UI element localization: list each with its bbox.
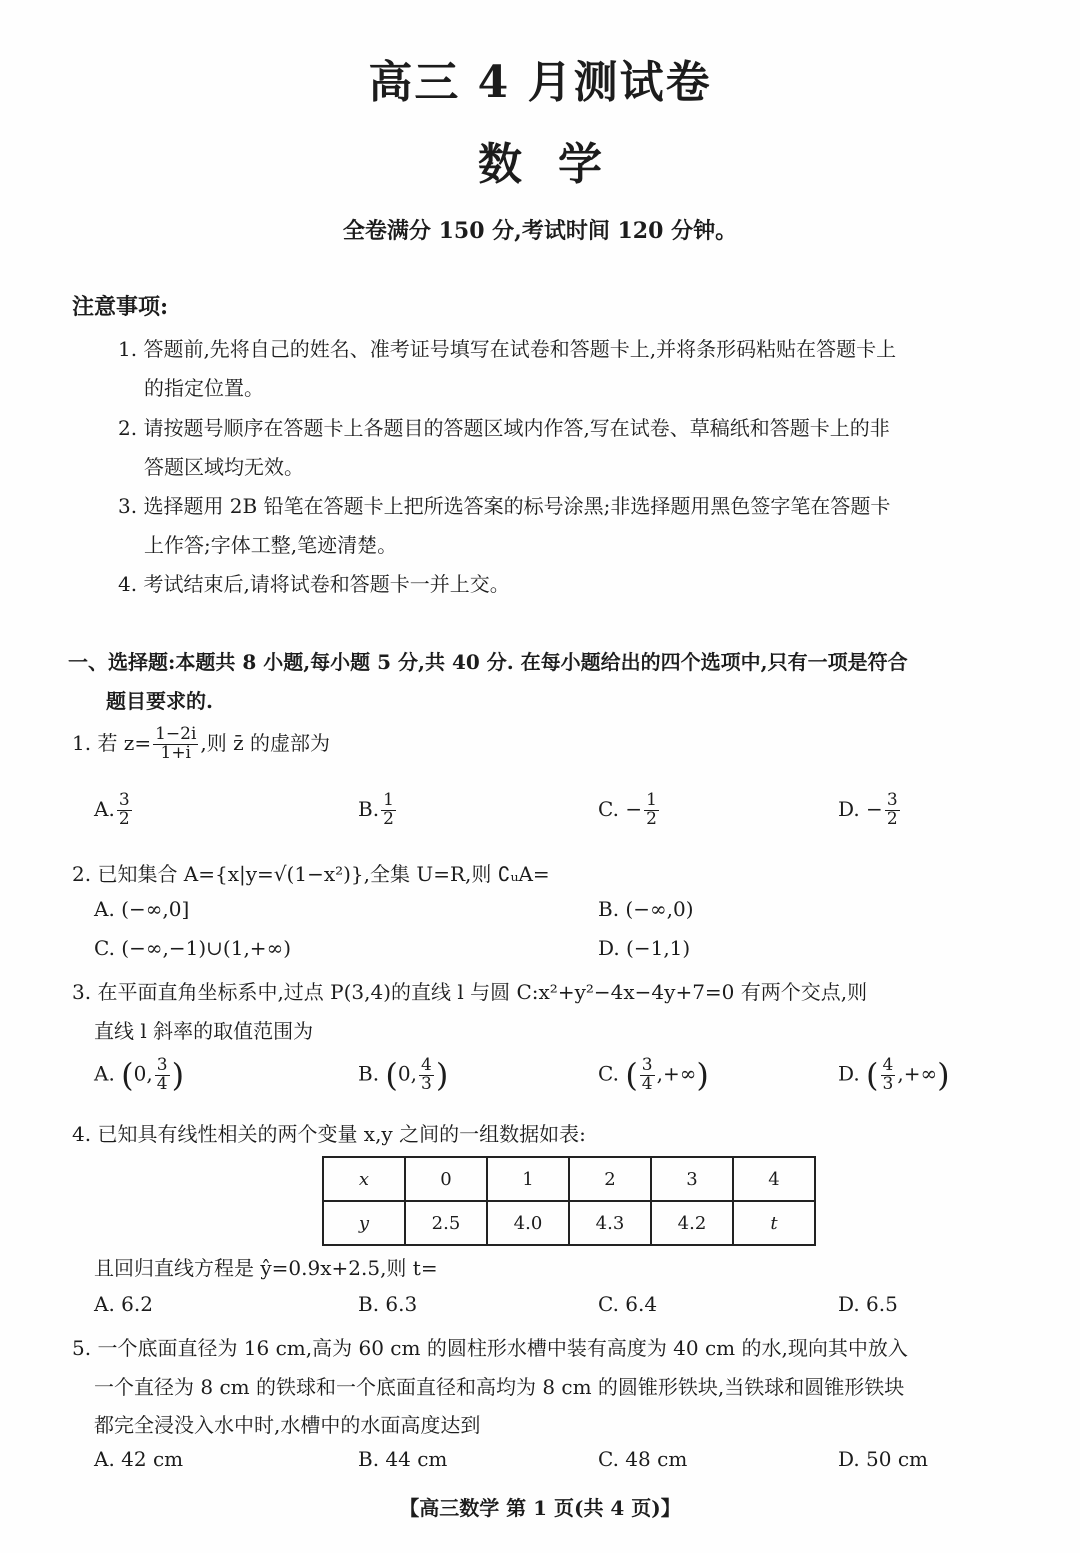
right-paren: ) <box>435 1056 449 1094</box>
notice-item-3-line-1: 3. 选择题用 2B 铅笔在答题卡上把所选答案的标号涂黑;非选择题用黑色签字笔在答题卡 <box>118 494 891 518</box>
right-paren: ) <box>696 1056 709 1094</box>
frac-den: 2 <box>646 808 657 829</box>
q1-option-label: C. <box>598 796 619 821</box>
q1-option-d[interactable] <box>838 792 902 829</box>
table-cell: 2.5 <box>405 1201 487 1245</box>
q4-option-b[interactable]: B. 6.3 <box>358 1292 418 1316</box>
frac-den: 4 <box>641 1073 653 1094</box>
page-footer: 【高三数学 第 1 页(共 4 页)】 <box>399 1496 681 1520</box>
q1-option-label: D. <box>838 796 860 821</box>
question-2-stem: 2. 已知集合 A={x|y=√(1−x²)},全集 U=R,则 ∁ᵤA= <box>72 862 550 886</box>
left-paren: ( <box>385 1056 398 1094</box>
q4-option-d[interactable]: D. 6.5 <box>838 1292 898 1316</box>
q3-option-b[interactable] <box>358 1056 448 1094</box>
q3-option-pre: 0, <box>133 1061 153 1086</box>
q1-option-sign: − <box>625 796 643 821</box>
q3-option-post: ,+∞ <box>897 1061 938 1086</box>
q3-option-a[interactable] <box>94 1056 184 1094</box>
q1-option-b[interactable] <box>358 792 398 829</box>
table-row <box>323 1157 815 1201</box>
exam-info: 全卷满分 150 分,考试时间 120 分钟。 <box>342 218 738 244</box>
frac-num: 1 <box>646 790 657 810</box>
frac-num: 3 <box>641 1054 653 1075</box>
notice-item-1-line-1: 1. 答题前,先将自己的姓名、准考证号填写在试卷和答题卡上,并将条形码粘贴在答题卡上 <box>118 337 897 361</box>
notice-item-1-line-2: 的指定位置。 <box>144 376 264 400</box>
notice-item-4: 4. 考试结束后,请将试卷和答题卡一并上交。 <box>118 572 510 596</box>
notice-item-3-line-2: 上作答;字体工整,笔迹清楚。 <box>144 533 398 557</box>
q1-option-c[interactable] <box>598 792 661 829</box>
q1-option-fraction <box>644 792 659 829</box>
section-heading-line-2: 题目要求的. <box>106 689 213 713</box>
q3-option-d[interactable] <box>838 1056 950 1094</box>
left-paren: ( <box>625 1056 638 1094</box>
q1-stem-post: ,则 z̄ 的虚部为 <box>200 730 331 755</box>
q2-option-a[interactable]: A. (−∞,0] <box>94 897 190 921</box>
subject-title: 数学 <box>478 139 638 190</box>
q1-fraction <box>153 726 198 763</box>
question-1-stem <box>72 726 330 763</box>
q1-option-sign: − <box>866 796 883 821</box>
q2-option-d[interactable]: D. (−1,1) <box>598 936 691 960</box>
notice-item-2-line-2: 答题区域均无效。 <box>144 455 304 479</box>
q1-option-a[interactable] <box>94 792 134 829</box>
table-cell: 4.2 <box>651 1201 733 1245</box>
q3-option-fraction <box>419 1054 434 1094</box>
q3-option-post: ,+∞ <box>656 1061 697 1086</box>
frac-den: 2 <box>118 808 130 829</box>
q1-fraction-den: 1+i <box>160 742 191 763</box>
q1-option-label: A. <box>94 796 115 821</box>
data-table <box>322 1156 816 1246</box>
q5-option-a[interactable]: A. 42 cm <box>94 1447 184 1471</box>
left-paren: ( <box>866 1056 879 1094</box>
q3-option-fraction <box>155 1054 170 1094</box>
frac-den: 2 <box>886 808 898 829</box>
question-3-line-2: 直线 l 斜率的取值范围为 <box>94 1019 314 1043</box>
q2-option-c[interactable]: C. (−∞,−1)∪(1,+∞) <box>94 936 292 960</box>
frac-num: 3 <box>886 790 898 810</box>
q1-option-label: B. <box>358 796 380 821</box>
q3-option-label: A. <box>94 1061 115 1086</box>
frac-den: 4 <box>156 1073 168 1094</box>
frac-den: 3 <box>882 1073 894 1094</box>
table-cell: t <box>733 1201 815 1245</box>
table-cell: 1 <box>487 1157 569 1201</box>
q1-fraction-num: 1−2i <box>155 724 197 744</box>
table-cell: y <box>323 1201 405 1245</box>
frac-num: 3 <box>156 1054 168 1075</box>
q3-option-c[interactable] <box>598 1056 709 1094</box>
q3-option-label: C. <box>598 1061 619 1086</box>
question-4-stem: 4. 已知具有线性相关的两个变量 x,y 之间的一组数据如表: <box>72 1122 586 1146</box>
table-cell: 4.0 <box>487 1201 569 1245</box>
question-4-after: 且回归直线方程是 ŷ=0.9x+2.5,则 t= <box>94 1256 438 1280</box>
frac-den: 2 <box>383 808 394 829</box>
section-heading-line-1: 一、选择题:本题共 8 小题,每小题 5 分,共 40 分. 在每小题给出的四个选项中,只有一项是符合 <box>68 650 908 674</box>
question-5-line-2: 一个直径为 8 cm 的铁球和一个底面直径和高均为 8 cm 的圆锥形铁块,当铁球和圆锥形铁块 <box>94 1375 905 1399</box>
question-3-line-1: 3. 在平面直角坐标系中,过点 P(3,4)的直线 l 与圆 C:x²+y²−4x−4y+7=0 有两个交点,则 <box>72 980 868 1004</box>
q5-option-b[interactable]: B. 44 cm <box>358 1447 448 1471</box>
left-paren: ( <box>121 1056 134 1094</box>
frac-num: 4 <box>421 1054 432 1075</box>
frac-num: 1 <box>383 790 394 810</box>
q5-option-d[interactable]: D. 50 cm <box>838 1447 929 1471</box>
q3-option-label: B. <box>358 1061 380 1086</box>
q3-option-label: D. <box>838 1061 860 1086</box>
table-cell: x <box>323 1157 405 1201</box>
q4-option-c[interactable]: C. 6.4 <box>598 1292 658 1316</box>
table-cell: 2 <box>569 1157 651 1201</box>
q1-option-fraction <box>381 792 396 829</box>
table-row <box>323 1201 815 1245</box>
notice-title: 注意事项: <box>72 294 169 320</box>
table-cell: 4 <box>733 1157 815 1201</box>
frac-den: 3 <box>421 1073 432 1094</box>
question-5-line-3: 都完全浸没入水中时,水槽中的水面高度达到 <box>94 1413 481 1437</box>
q4-option-a[interactable]: A. 6.2 <box>94 1292 153 1316</box>
q5-option-c[interactable]: C. 48 cm <box>598 1447 688 1471</box>
frac-num: 3 <box>118 790 130 810</box>
q1-stem-pre: 1. 若 z= <box>72 730 152 755</box>
table-cell: 0 <box>405 1157 487 1201</box>
table-cell: 4.3 <box>569 1201 651 1245</box>
page-title: 高三 4 月测试卷 <box>368 57 712 108</box>
table-cell: 3 <box>651 1157 733 1201</box>
q3-option-fraction <box>640 1054 655 1094</box>
question-5-line-1: 5. 一个底面直径为 16 cm,高为 60 cm 的圆柱形水槽中装有高度为 40 cm 的水,现向其中放入 <box>72 1336 908 1360</box>
q1-option-fraction <box>885 792 900 829</box>
q3-option-pre: 0, <box>397 1061 417 1086</box>
frac-num: 4 <box>882 1054 894 1075</box>
notice-item-2-line-1: 2. 请按题号顺序在答题卡上各题目的答题区域内作答,写在试卷、草稿纸和答题卡上的非 <box>118 416 890 440</box>
q2-option-b[interactable]: B. (−∞,0) <box>598 897 694 921</box>
right-paren: ) <box>937 1056 950 1094</box>
q3-option-fraction <box>881 1054 896 1094</box>
q1-option-fraction <box>117 792 132 829</box>
right-paren: ) <box>171 1056 185 1094</box>
